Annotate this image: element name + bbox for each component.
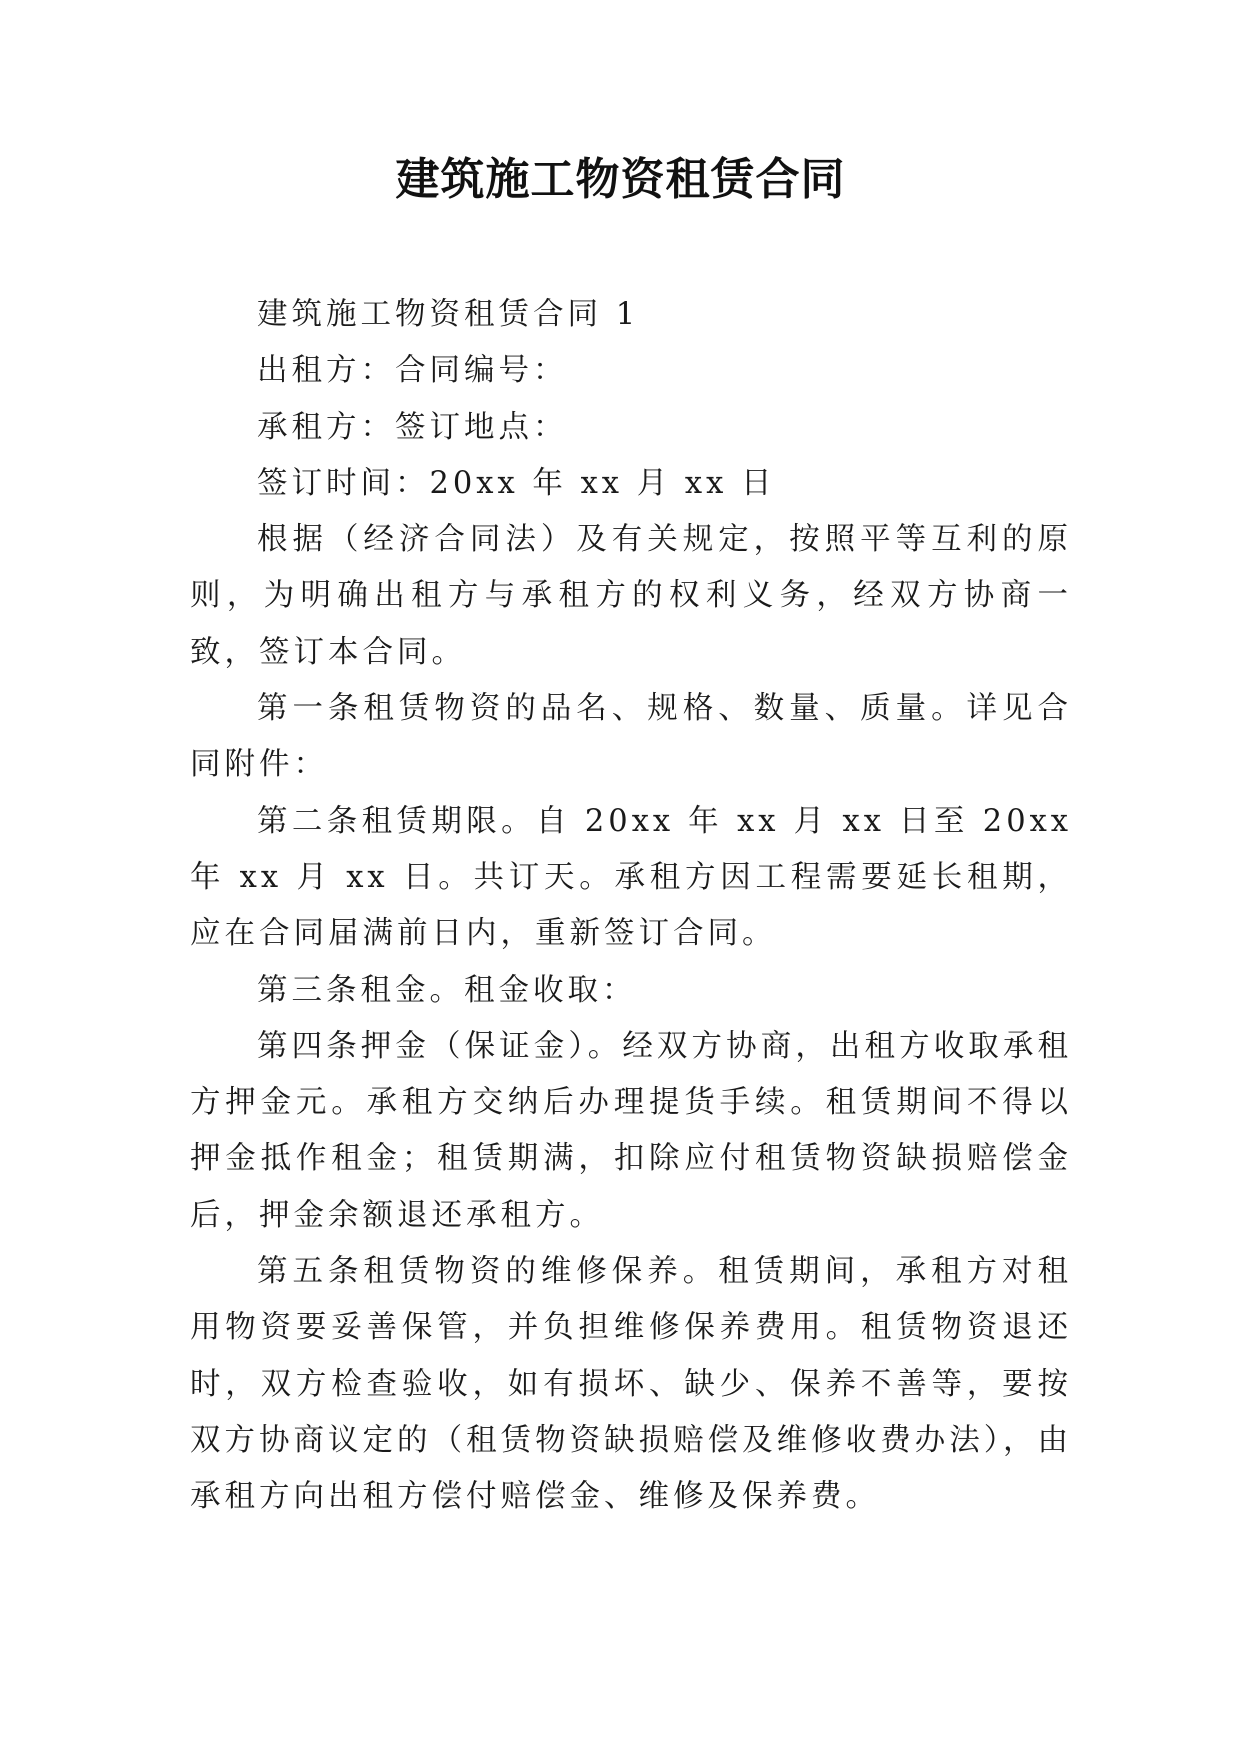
- paragraph-signing-time: 签订时间：20xx 年 xx 月 xx 日: [257, 465, 776, 501]
- paragraph-article-2: 第二条租赁期限。自 20xx 年 xx 月 xx 日至 20xx 年 xx 月 xx 日。共订天。承租方因工程需要延长租期，应在合同届满前日内，重新签订合同。: [190, 803, 1072, 952]
- paragraph-lessee: 承租方：签订地点：: [257, 409, 568, 445]
- document-title: 建筑施工物资租赁合同: [395, 154, 846, 205]
- paragraph-article-4: 第四条押金（保证金）。经双方协商，出租方收取承租方押金元。承租方交纳后办理提货手续。租赁期间不得以押金抵作租金；租赁期满，扣除应付租赁物资缺损赔偿金后，押金余额退还承租方。: [190, 1028, 1072, 1233]
- paragraph-preamble: 根据（经济合同法）及有关规定，按照平等互利的原则，为明确出租方与承租方的权利义务，经双方协商一致，签订本合同。: [190, 522, 1072, 670]
- paragraph-lessor: 出租方：合同编号：: [257, 353, 568, 389]
- paragraph-article-3: 第三条租金。租金收取：: [257, 972, 637, 1008]
- document-body: [190, 287, 1072, 1526]
- paragraph-heading: 建筑施工物资租赁合同 1: [257, 297, 640, 332]
- paragraph-article-5: 第五条租赁物资的维修保养。租赁期间，承租方对租用物资要妥善保管，并负担维修保养费用。租赁物资退还时，双方检查验收，如有损坏、缺少、保养不善等，要按双方协商议定的（租赁物资缺损赔偿及维修收费办法），由承租方向出租方偿付赔偿金、维修及保养费。: [190, 1254, 1072, 1515]
- paragraph-article-1: 第一条租赁物资的品名、规格、数量、质量。详见合同附件：: [190, 691, 1072, 783]
